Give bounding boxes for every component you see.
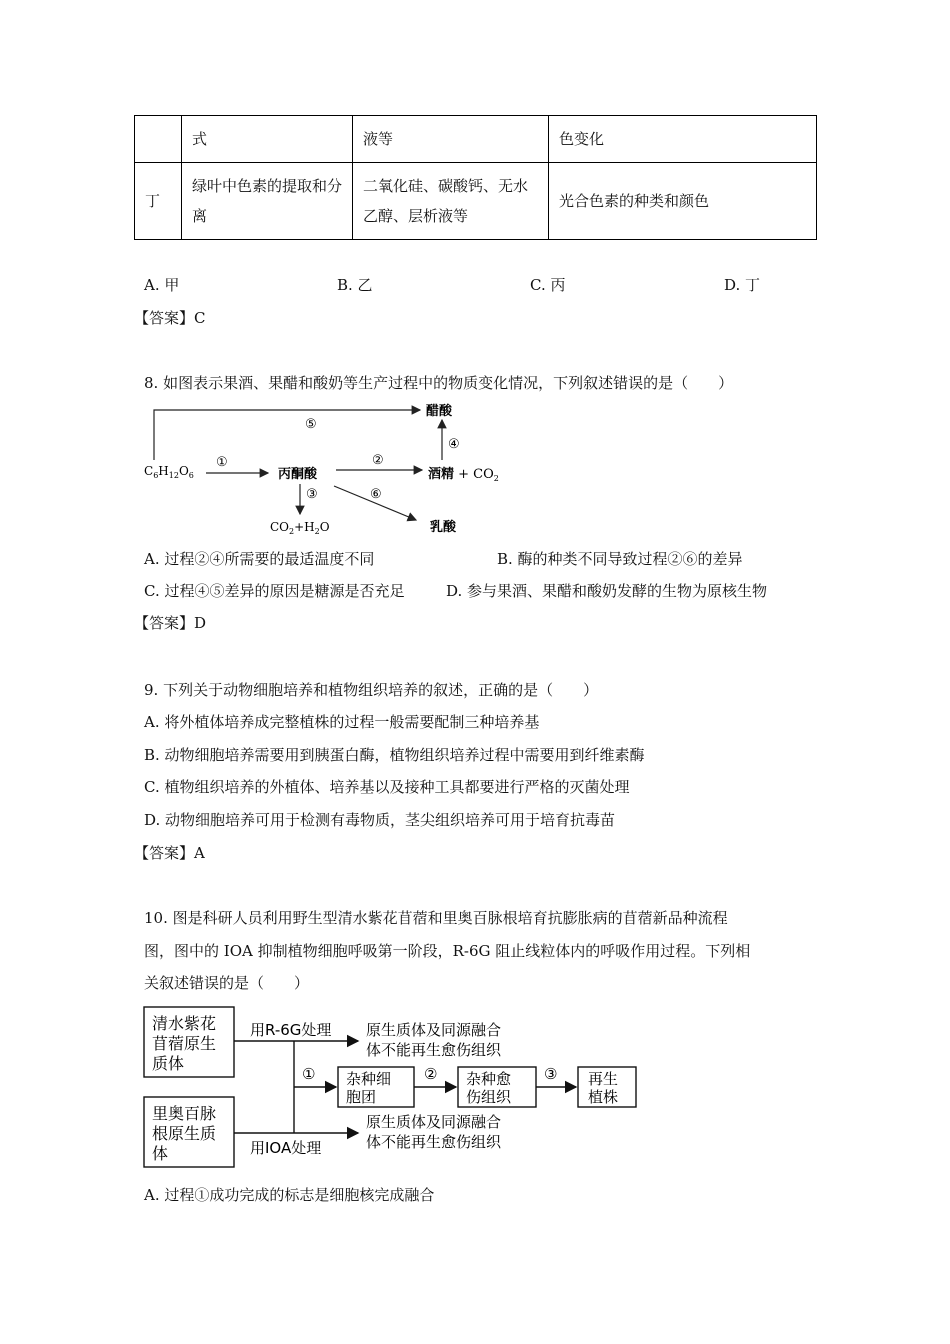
table-cell: 光合色素的种类和颜色 — [549, 163, 817, 240]
step2-label: ② — [372, 453, 384, 468]
q10-stem-line1: 10. 图是科研人员利用野生型清水紫花苜蓿和里奥百脉根培育抗膨胀病的苜蓿新品种流程 — [144, 909, 728, 927]
step4-label: ④ — [448, 437, 460, 452]
table-cell: 色变化 — [549, 116, 817, 163]
step3-label: ③ — [544, 1065, 558, 1083]
step1-label: ① — [216, 455, 228, 470]
q9-option-b[interactable]: B. 动物细胞培养需要用到胰蛋白酶，植物组织培养过程中需要用到纤维素酶 — [144, 746, 645, 764]
q10-stem-line3: 关叙述错误的是（ ） — [144, 974, 310, 992]
q7-option-b[interactable]: B. 乙 — [337, 276, 373, 294]
q9-stem: 9. 下列关于动物细胞培养和植物组织培养的叙述，正确的是（ ） — [144, 681, 599, 699]
q7-option-d[interactable]: D. 丁 — [724, 276, 761, 294]
step3-label: ③ — [306, 487, 318, 502]
acetic-acid-label: 醋酸 — [426, 404, 453, 419]
q10-stem-line2: 图，图中的 IOA 抑制植物细胞呼吸第一阶段，R-6G 阻止线粒体内的呼吸作用过程。下列相 — [144, 942, 751, 960]
lactic-acid-label: 乳酸 — [430, 520, 457, 535]
table-cell: 丁 — [135, 163, 182, 240]
pyruvate-label: 丙酮酸 — [278, 467, 318, 482]
plant-line2: 植株 — [588, 1088, 619, 1106]
table-cell: 二氧化硅、碳酸钙、无水乙醇、层析液等 — [353, 163, 549, 240]
box1-line3: 质体 — [152, 1054, 185, 1073]
box1-line1: 清水紫花 — [152, 1014, 217, 1033]
box2-line3: 体 — [152, 1144, 169, 1163]
q7-option-c[interactable]: C. 丙 — [530, 276, 566, 294]
protoplast-fusion-flowchart — [140, 1003, 660, 1173]
q9-answer: 【答案】A — [134, 844, 205, 862]
step6-label: ⑥ — [370, 487, 382, 502]
co2-water-label: $CO_2+H_2O$ — [270, 520, 330, 536]
box2-line2: 根原生质 — [152, 1124, 217, 1143]
table-cell: 绿叶中色素的提取和分离 — [182, 163, 353, 240]
fermentation-pathway-diagram — [140, 398, 520, 538]
q8-option-d[interactable]: D. 参与果酒、果醋和酸奶发酵的生物为原核生物 — [446, 582, 768, 600]
q9-option-d[interactable]: D. 动物细胞培养可用于检测有毒物质，茎尖组织培养可用于培育抗毒苗 — [144, 811, 616, 829]
label-ioa: 用IOA处理 — [250, 1139, 322, 1157]
box1-line2: 苜蓿原生 — [152, 1034, 217, 1053]
q7-answer: 【答案】C — [134, 309, 206, 327]
result-bottom-line2: 体不能再生愈伤组织 — [366, 1133, 502, 1151]
experiment-table — [134, 115, 817, 240]
plant-line1: 再生 — [588, 1070, 619, 1088]
result-top-line1: 原生质体及同源融合 — [366, 1021, 502, 1039]
result-top-line2: 体不能再生愈伤组织 — [366, 1041, 502, 1059]
alcohol-label: 酒精 + $CO_2$ — [428, 467, 499, 483]
q8-stem: 8. 如图表示果酒、果醋和酸奶等生产过程中的物质变化情况，下列叙述错误的是（ ） — [144, 374, 734, 392]
hybrid-cell-line1: 杂种细 — [346, 1070, 392, 1088]
table-row — [135, 116, 817, 163]
q7-option-a[interactable]: A. 甲 — [144, 276, 180, 294]
table-cell: 液等 — [353, 116, 549, 163]
table-row — [135, 163, 817, 240]
hybrid-cell-line2: 胞团 — [346, 1088, 377, 1106]
glucose-label: $C_6H_{12}O_6$ — [144, 464, 194, 480]
step5-label: ⑤ — [305, 417, 317, 432]
q8-answer: 【答案】D — [134, 614, 207, 632]
table-cell: 式 — [182, 116, 353, 163]
table-cell — [135, 116, 182, 163]
step2-label: ② — [424, 1065, 438, 1083]
q8-option-a[interactable]: A. 过程②④所需要的最适温度不同 — [144, 550, 375, 568]
q8-option-c[interactable]: C. 过程④⑤差异的原因是糖源是否充足 — [144, 582, 405, 600]
q8-option-b[interactable]: B. 酶的种类不同导致过程②⑥的差异 — [497, 550, 743, 568]
q9-option-c[interactable]: C. 植物组织培养的外植体、培养基以及接种工具都要进行严格的灭菌处理 — [144, 778, 630, 796]
q10-option-a[interactable]: A. 过程①成功完成的标志是细胞核完成融合 — [144, 1186, 435, 1204]
box2-line1: 里奥百脉 — [152, 1104, 217, 1123]
hybrid-callus-line1: 杂种愈 — [466, 1070, 512, 1088]
q9-option-a[interactable]: A. 将外植体培养成完整植株的过程一般需要配制三种培养基 — [144, 713, 540, 731]
result-bottom-line1: 原生质体及同源融合 — [366, 1113, 502, 1131]
step1-label: ① — [302, 1065, 316, 1083]
label-r6g: 用R-6G处理 — [250, 1021, 332, 1039]
hybrid-callus-line2: 伤组织 — [466, 1088, 512, 1106]
